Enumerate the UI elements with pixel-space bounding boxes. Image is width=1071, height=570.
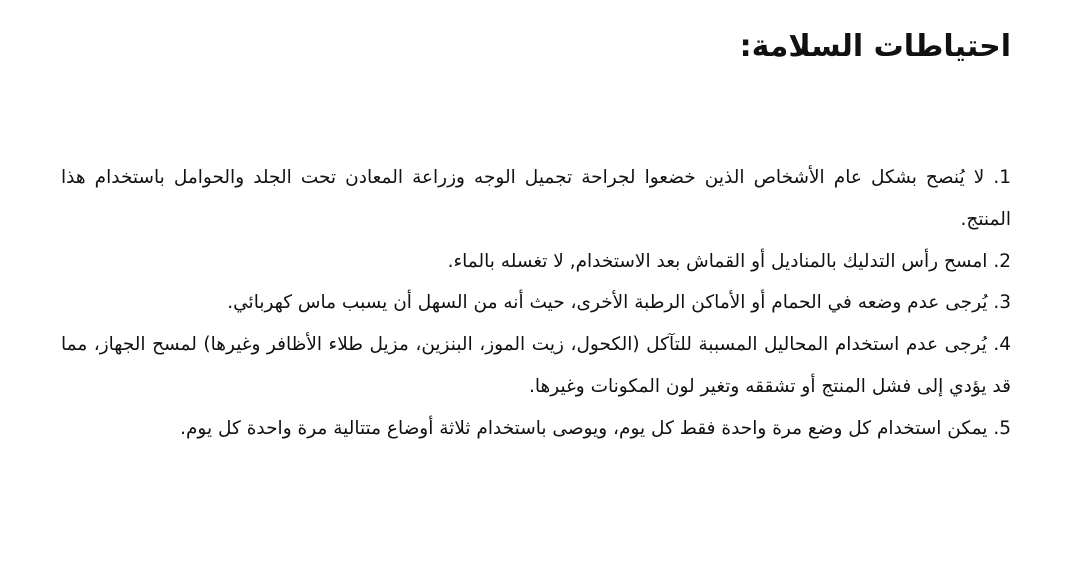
list-item-number: 5. [987, 417, 1011, 439]
list-item-number: 2. [987, 250, 1011, 272]
list-item-text: امسح رأس التدليك بالمناديل أو القماش بعد الاستخدام, لا تغسله بالماء. [447, 250, 988, 272]
list-item-3 [61, 282, 1011, 324]
list-item-text: يمكن استخدام كل وضع مرة واحدة فقط كل يوم، ويوصى باستخدام ثلاثة أوضاع متتالية مرة واحدة كل يوم. [180, 417, 988, 439]
list-item-5 [61, 408, 1011, 450]
list-item-1 [61, 157, 1011, 241]
list-item-number: 1. [984, 167, 1011, 188]
safety-precautions-list [61, 157, 1011, 450]
list-item-number: 4. [986, 334, 1011, 356]
list-item-4 [61, 324, 1011, 408]
page-title: احتياطات السلامة: [739, 29, 1011, 64]
list-item-number: 3. [987, 292, 1011, 314]
list-item-text: لا يُنصح بشكل عام الأشخاص الذين خضعوا لجراحة تجميل الوجه وزراعة المعادن تحت الجلد والحوامل باستخدام هذا المنتج. [61, 167, 1011, 230]
list-item-2 [61, 241, 1011, 283]
list-item-text: يُرجى عدم استخدام المحاليل المسببة للتآكل (الكحول، زيت الموز، البنزين، مزيل طلاء الأظافر وغيرها) لمسح الجهاز، مما قد يؤدي إلى فشل المنتج أو تشققه وتغير لون المكونات وغيرها. [61, 334, 1011, 397]
list-item-text: يُرجى عدم وضعه في الحمام أو الأماكن الرطبة الأخرى، حيث أنه من السهل أن يسبب ماس كهربائي. [227, 292, 988, 314]
